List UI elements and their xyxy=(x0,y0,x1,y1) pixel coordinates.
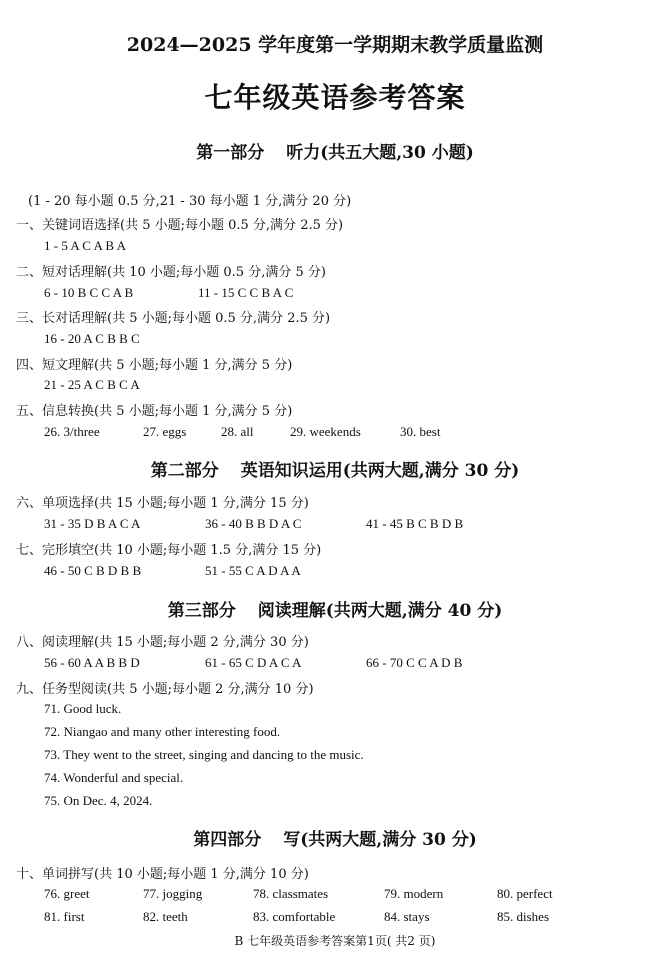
page-footer: B 七年级英语参考答案第1页( 共2 页) xyxy=(234,934,436,948)
answer-80: 80. perfect xyxy=(497,886,553,901)
answer-28: 28. all xyxy=(221,424,254,439)
section6-answers-a: 31 - 35 D B A C A xyxy=(44,516,141,531)
answer-85: 85. dishes xyxy=(497,909,549,924)
section1-answers: 1 - 5 A C A B A xyxy=(44,238,126,253)
section8-answers-c: 66 - 70 C C A D B xyxy=(366,655,463,670)
answer-27: 27. eggs xyxy=(143,424,187,439)
section4-answers: 21 - 25 A C B C A xyxy=(44,377,140,392)
answer-71: 71. Good luck. xyxy=(44,701,122,716)
section6-heading: 六、单项选择(共 15 小题;每小题 1 分,满分 15 分) xyxy=(16,496,309,511)
answer-84: 84. stays xyxy=(384,909,430,924)
answer-77: 77. jogging xyxy=(143,886,203,901)
section7-answers-b: 51 - 55 C A D A A xyxy=(205,563,301,578)
document-subtitle: 七年级英语参考答案 xyxy=(204,81,466,114)
part2-heading xyxy=(0,456,670,481)
answer-81: 81. first xyxy=(44,909,85,924)
section7-answers-a: 46 - 50 C B D B B xyxy=(44,563,142,578)
answer-73: 73. They went to the street, singing and dancing to the music. xyxy=(44,747,364,762)
answer-26: 26. 3/three xyxy=(44,424,100,439)
part3-name: 阅读理解(共两大题,满分 40 分) xyxy=(257,601,503,621)
answer-29: 29. weekends xyxy=(290,424,361,439)
answer-30: 30. best xyxy=(400,424,441,439)
section6-answers-c: 41 - 45 B C B D B xyxy=(366,516,464,531)
part3-heading xyxy=(0,596,670,621)
section6-answers-b: 36 - 40 B B D A C xyxy=(205,516,302,531)
answer-74: 74. Wonderful and special. xyxy=(44,770,184,785)
section8-answers-b: 61 - 65 C D A C A xyxy=(205,655,302,670)
section2-heading: 二、短对话理解(共 10 小题;每小题 0.5 分,满分 5 分) xyxy=(16,265,326,280)
section2-answers-a: 6 - 10 B C C A B xyxy=(44,285,134,300)
part2-name: 英语知识运用(共两大题,满分 30 分) xyxy=(240,461,520,481)
answer-82: 82. teeth xyxy=(143,909,188,924)
section10-heading: 十、单词拼写(共 10 小题;每小题 1 分,满分 10 分) xyxy=(16,867,309,882)
section9-heading: 九、任务型阅读(共 5 小题;每小题 2 分,满分 10 分) xyxy=(16,682,314,697)
part1-note: (1 - 20 每小题 0.5 分,21 - 30 每小题 1 分,满分 20 分) xyxy=(28,194,352,209)
section4-heading: 四、短文理解(共 5 小题;每小题 1 分,满分 5 分) xyxy=(16,358,293,373)
part1-name: 听力(共五大题,30 小题) xyxy=(286,143,474,163)
part3-label: 第三部分 xyxy=(167,601,236,621)
section8-heading: 八、阅读理解(共 15 小题;每小题 2 分,满分 30 分) xyxy=(16,635,309,650)
answer-83: 83. comfortable xyxy=(253,909,336,924)
part1-label: 第一部分 xyxy=(196,143,265,163)
section2-answers-b: 11 - 15 C C B A C xyxy=(198,285,294,300)
answer-76: 76. greet xyxy=(44,886,90,901)
section3-answers: 16 - 20 A C B B C xyxy=(44,331,140,346)
answer-78: 78. classmates xyxy=(253,886,329,901)
part1-heading xyxy=(0,138,670,163)
answer-75: 75. On Dec. 4, 2024. xyxy=(44,793,153,808)
section1-heading: 一、关键词语选择(共 5 小题;每小题 0.5 分,满分 2.5 分) xyxy=(16,218,344,233)
answer-79: 79. modern xyxy=(384,886,444,901)
part2-label: 第二部分 xyxy=(150,461,219,481)
section3-heading: 三、长对话理解(共 5 小题;每小题 0.5 分,满分 2.5 分) xyxy=(16,311,331,326)
section5-heading: 五、信息转换(共 5 小题;每小题 1 分,满分 5 分) xyxy=(16,404,293,419)
part4-label: 第四部分 xyxy=(193,830,262,850)
section8-answers-a: 56 - 60 A A B B D xyxy=(44,655,140,670)
answer-72: 72. Niangao and many other interesting food. xyxy=(44,724,281,739)
part4-heading xyxy=(0,825,670,850)
section7-heading: 七、完形填空(共 10 小题;每小题 1.5 分,满分 15 分) xyxy=(16,543,322,558)
document-title: 2024—2025 学年度第一学期期末教学质量监测 xyxy=(126,34,544,56)
part4-name: 写(共两大题,满分 30 分) xyxy=(283,830,477,850)
